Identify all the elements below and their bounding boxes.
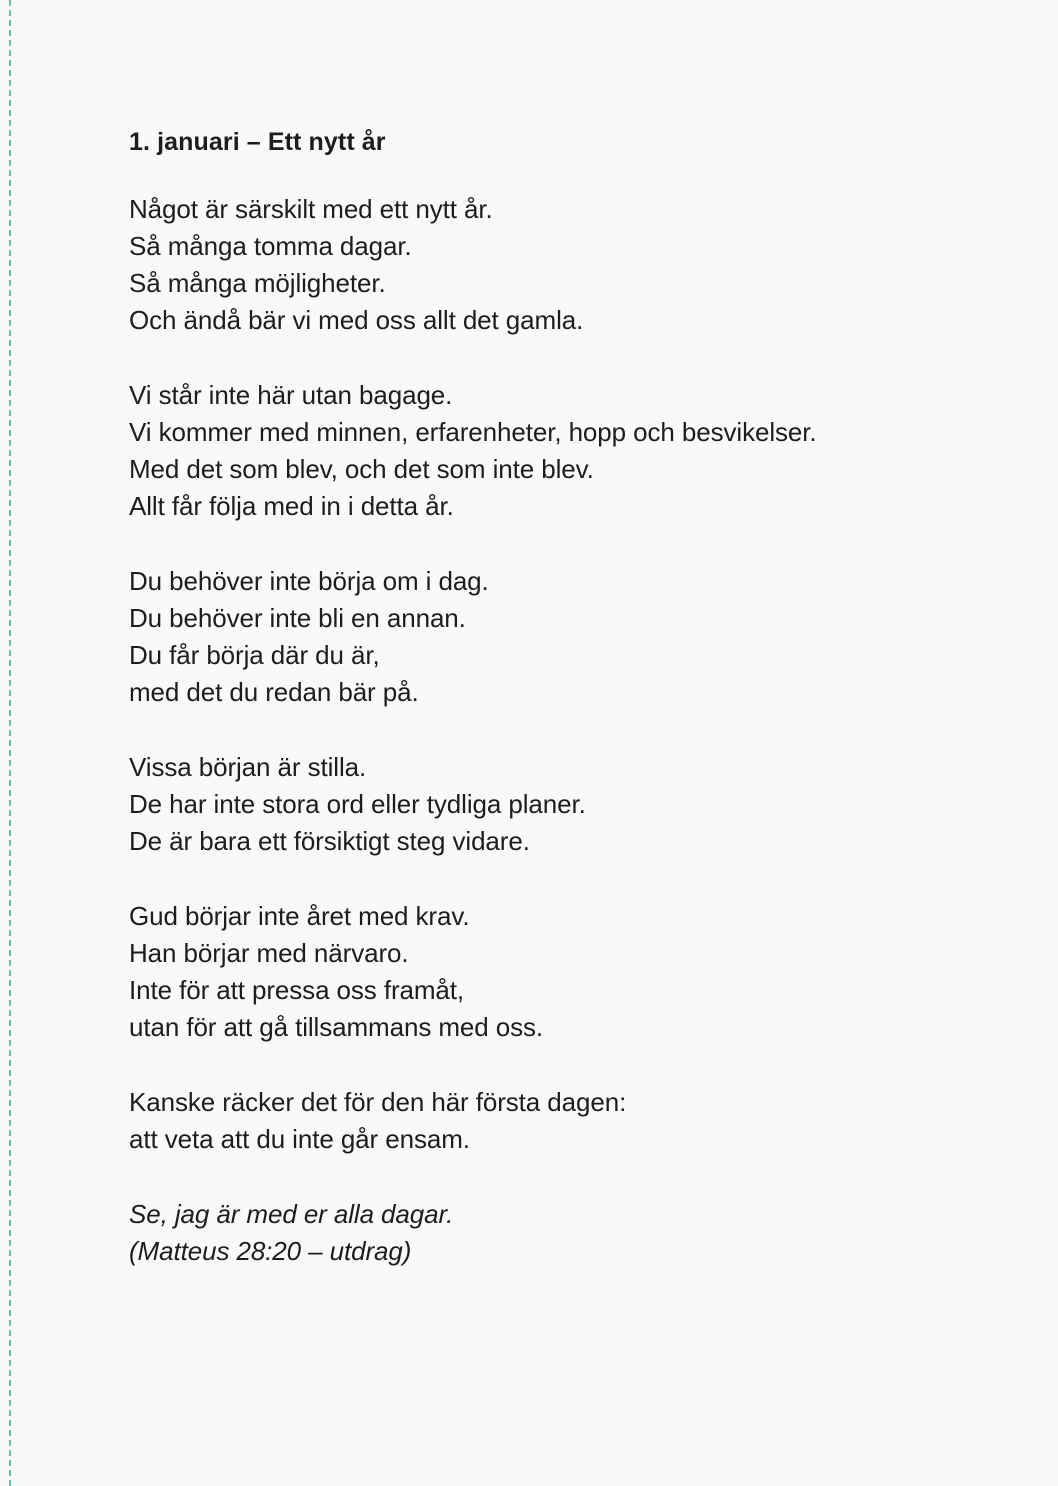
stanza-line: att veta att du inte går ensam. — [129, 1124, 470, 1154]
stanza-6 — [129, 1084, 1009, 1158]
page-title: 1. januari – Ett nytt år — [129, 128, 386, 156]
stanza-3 — [129, 563, 1009, 711]
stanza-line: Han börjar med närvaro. — [129, 938, 409, 968]
stanza-line: med det du redan bär på. — [129, 677, 419, 707]
stanza-line: utan för att gå tillsammans med oss. — [129, 1012, 544, 1042]
stanza-2 — [129, 377, 1009, 525]
stanza-line: Vi står inte här utan bagage. — [129, 380, 453, 410]
stanza-line: Så många tomma dagar. — [129, 231, 412, 261]
stanza-line: Vissa början är stilla. — [129, 752, 367, 782]
bible-verse — [129, 1196, 1009, 1270]
stanza-line: Inte för att pressa oss framåt, — [129, 975, 465, 1005]
verse-reference: (Matteus 28:20 – utdrag) — [129, 1236, 412, 1266]
stanza-line: Du behöver inte bli en annan. — [129, 603, 466, 633]
stanza-line: Allt får följa med in i detta år. — [129, 491, 454, 521]
stanza-line: Kanske räcker det för den här första dagen: — [129, 1087, 627, 1117]
stanza-line: Du får börja där du är, — [129, 640, 380, 670]
stanza-line: Så många möjligheter. — [129, 268, 386, 298]
stanza-line: Med det som blev, och det som inte blev. — [129, 454, 594, 484]
stanza-line: Vi kommer med minnen, erfarenheter, hopp och besvikelser. — [129, 417, 817, 447]
stanza-line: Något är särskilt med ett nytt år. — [129, 194, 493, 224]
stanza-line: Gud börjar inte året med krav. — [129, 901, 470, 931]
stanza-line: De har inte stora ord eller tydliga planer. — [129, 789, 586, 819]
stanza-line: De är bara ett försiktigt steg vidare. — [129, 826, 530, 856]
stanza-5 — [129, 898, 1009, 1046]
stanza-1 — [129, 191, 1009, 339]
devotional-page — [129, 124, 1009, 1308]
stanza-4 — [129, 749, 1009, 860]
stanza-line: Du behöver inte börja om i dag. — [129, 566, 489, 596]
cut-line — [9, 0, 11, 1486]
verse-text: Se, jag är med er alla dagar. — [129, 1199, 454, 1229]
stanza-line: Och ändå bär vi med oss allt det gamla. — [129, 305, 584, 335]
